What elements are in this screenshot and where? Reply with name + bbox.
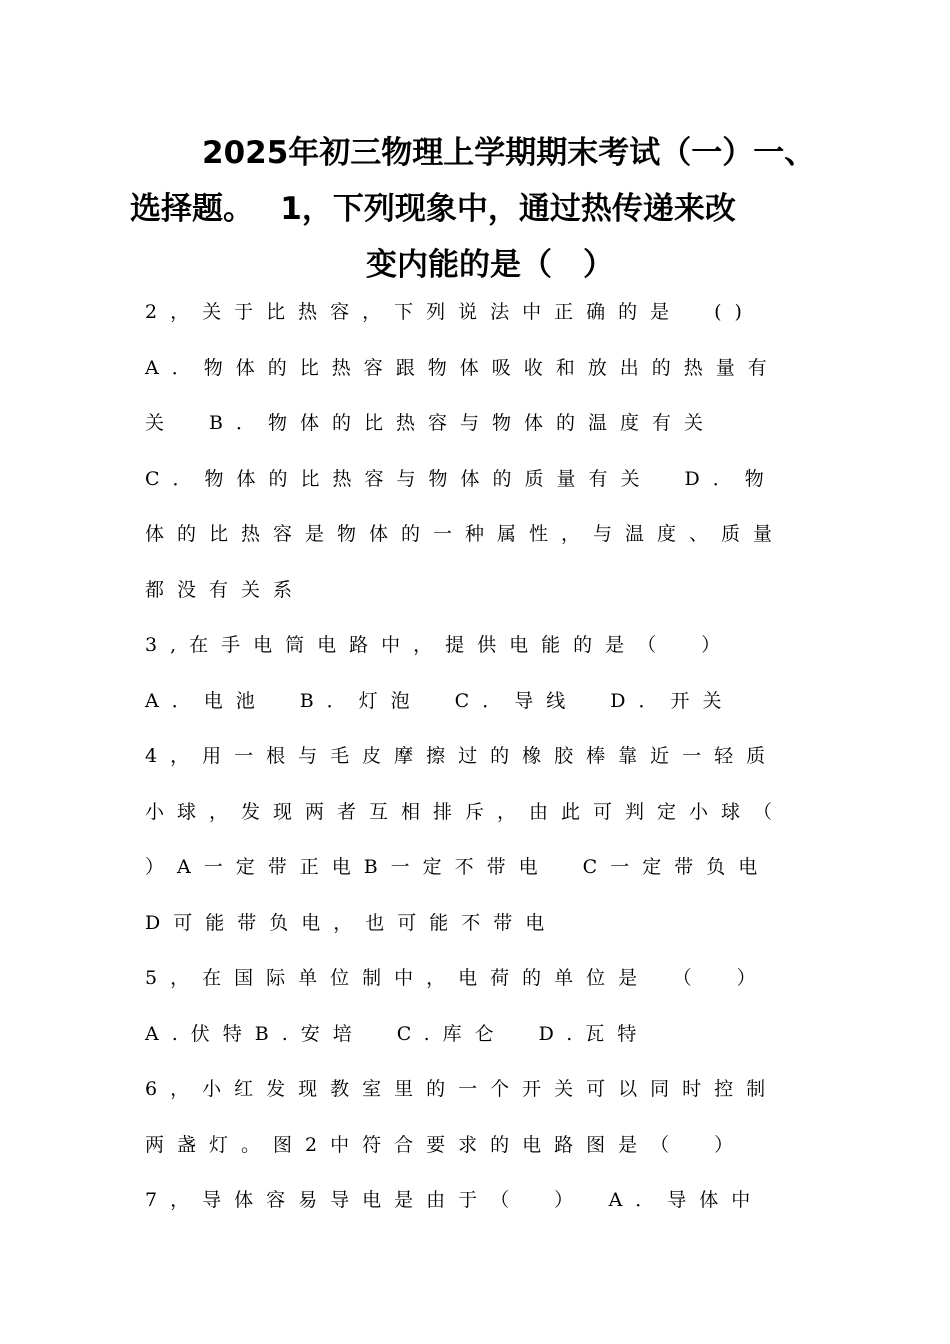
body-line: A．电池 B．灯泡 C．导线 D．开关	[145, 689, 735, 712]
body-line: A．物体的比热容跟物体吸收和放出的热量有	[145, 356, 780, 379]
body-line: ）A一定带正电B一定不带电 C一定带负电	[145, 856, 771, 878]
body-line: 都没有关系	[145, 578, 306, 601]
title-line-2: 选择题。 1，下列现象中，通过热传递来改	[130, 191, 736, 227]
title-line-3: 变内能的是（ ）	[366, 247, 614, 283]
body-line: 6，小红发现教室里的一个开关可以同时控制	[145, 1078, 779, 1100]
body-line: 7，导体容易导电是由于（ ） A．导体中	[145, 1189, 764, 1211]
body-line: D可能带负电，也可能不带电	[145, 911, 558, 934]
body-line: 体的比热容是物体的一种属性，与温度、质量	[145, 523, 786, 545]
title-line-1: 2025年初三物理上学期期末考试（一）一、	[202, 135, 816, 171]
body-line: 两盏灯。图2中符合要求的电路图是（ ）	[145, 1133, 747, 1156]
body-line: 4，用一根与毛皮摩擦过的橡胶棒靠近一轻质	[145, 745, 779, 767]
body-line: 5，在国际单位制中，电荷的单位是 （ ）	[145, 967, 769, 989]
document-title	[130, 125, 850, 293]
body-line: 小球，发现两者互相排斥，由此可判定小球（	[145, 800, 786, 823]
body-line: 3,在手电筒电路中，提供电能的是（ ）	[145, 634, 734, 656]
body-line: C．物体的比热容与物体的质量有关 D．物	[145, 467, 777, 490]
question-body	[145, 292, 815, 1236]
body-line: 关 B．物体的比热容与物体的温度有关	[145, 412, 716, 434]
body-line: A.伏特B.安培 C.库仑 D.瓦特	[145, 1022, 650, 1045]
body-line: 2，关于比热容，下列说法中正确的是 ()	[145, 301, 755, 323]
